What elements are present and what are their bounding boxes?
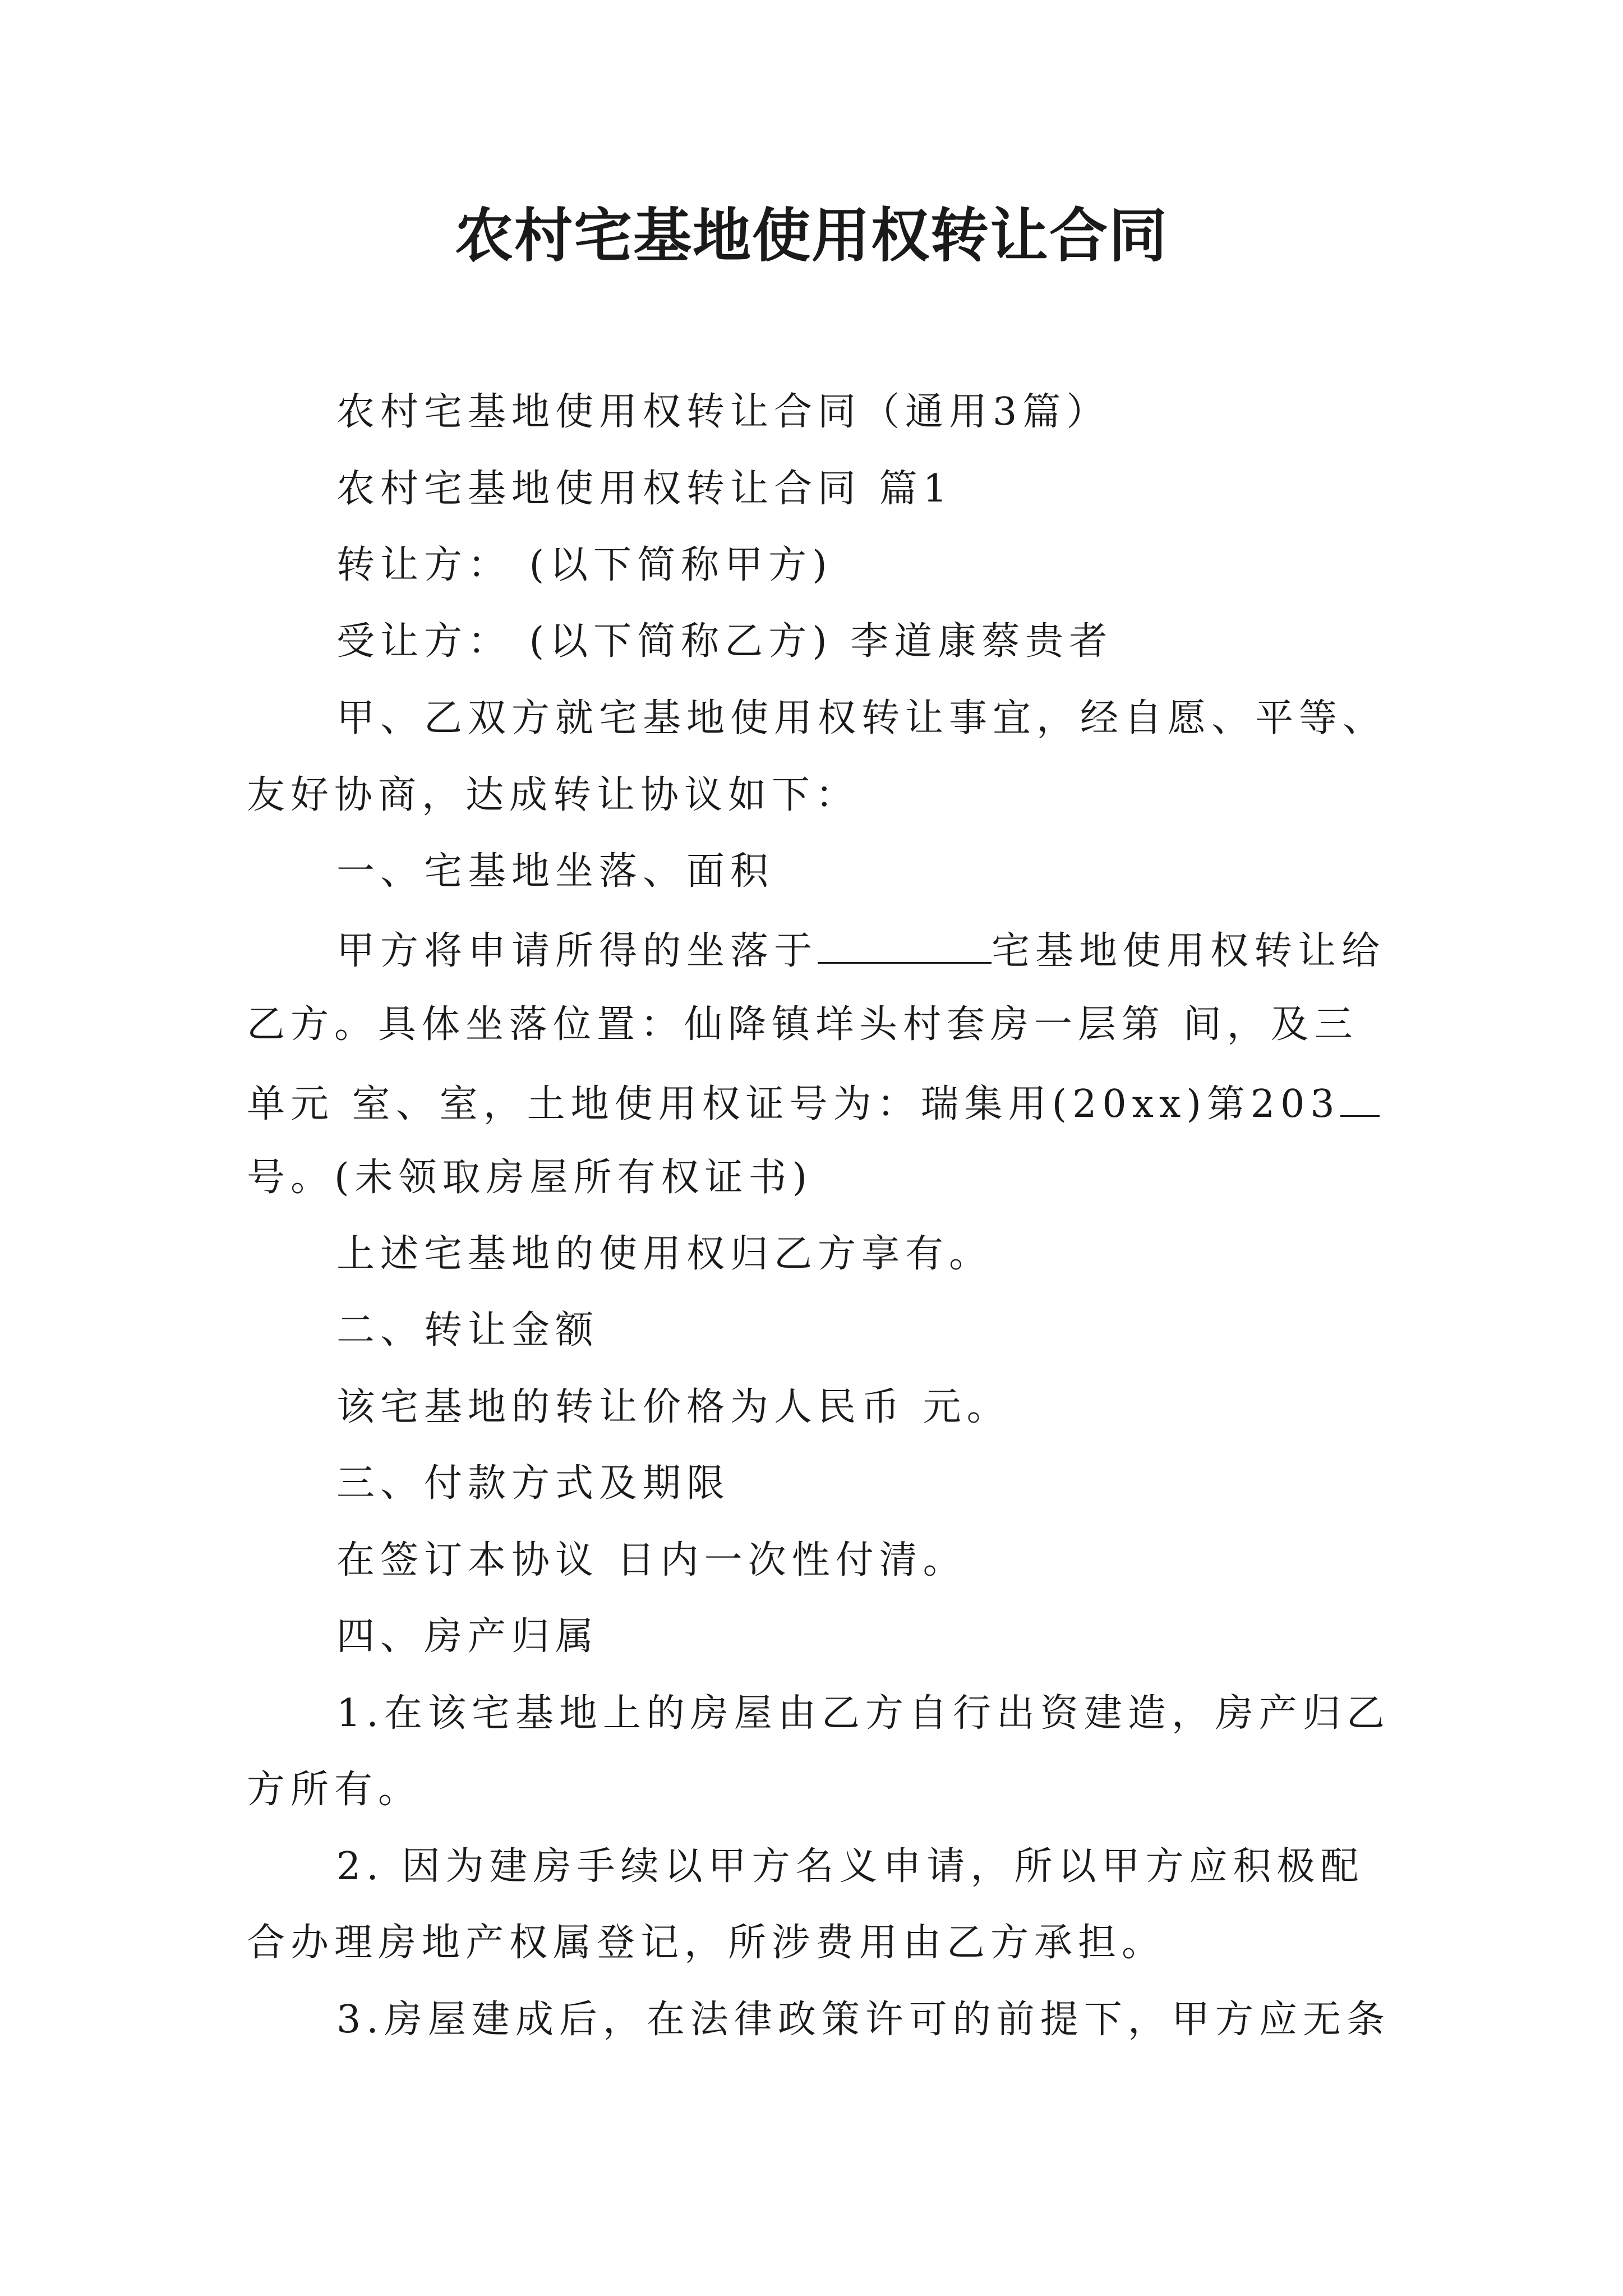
- blank-underline: [1340, 1076, 1380, 1117]
- subtitle-line: 农村宅基地使用权转让合同（通用3篇）: [336, 390, 1110, 434]
- transferor-line: 转让方： (以下简称甲方): [336, 543, 833, 587]
- paragraph-line: 1.在该宅基地上的房屋由乙方自行出资建造，房产归乙: [336, 1691, 1390, 1736]
- paragraph-line: 号。(未领取房屋所有权证书): [247, 1156, 813, 1200]
- clause-heading: 一、宅基地坐落、面积: [336, 849, 774, 894]
- paragraph-line: [336, 923, 1385, 977]
- section-heading-line: 农村宅基地使用权转让合同 篇1: [336, 467, 953, 511]
- paragraph-line: 乙方。具体坐落位置：仙降镇垟头村套房一层第 间，及三: [247, 1002, 1358, 1047]
- transferee-line: 受让方： (以下简称乙方) 李道康蔡贵者: [336, 619, 1113, 664]
- paragraph-text: 宅基地使用权转让给: [992, 929, 1386, 973]
- clause-heading: 四、房产归属: [336, 1614, 600, 1659]
- paragraph-line: 合办理房地产权属登记，所涉费用由乙方承担。: [247, 1921, 1166, 1965]
- paragraph-line: 上述宅基地的使用权归乙方享有。: [336, 1232, 993, 1276]
- clause-heading: 二、转让金额: [336, 1308, 600, 1352]
- paragraph-line: [247, 1076, 1380, 1130]
- paragraph-line: 3.房屋建成后，在法律政策许可的前提下，甲方应无条: [336, 1998, 1390, 2042]
- paragraph-line: 友好协商，达成转让协议如下：: [247, 773, 860, 817]
- paragraph-line: 2. 因为建房手续以甲方名义申请，所以甲方应积极配: [336, 1844, 1364, 1889]
- blank-underline: [818, 923, 992, 964]
- paragraph-text: 甲方将申请所得的坐落于: [336, 929, 818, 973]
- paragraph-line: 该宅基地的转让价格为人民币 元。: [336, 1385, 1011, 1429]
- paragraph-text: 单元 室、室，土地使用权证号为：瑞集用(20xx)第203: [247, 1082, 1340, 1126]
- paragraph-line: 方所有。: [247, 1768, 422, 1812]
- paragraph-line: 在签订本协议 日内一次性付清。: [336, 1538, 967, 1582]
- paragraph-line: 甲、乙双方就宅基地使用权转让事宜，经自愿、平等、: [336, 696, 1387, 740]
- clause-heading: 三、付款方式及期限: [336, 1461, 731, 1506]
- document-title: 农村宅基地使用权转让合同: [454, 201, 1168, 270]
